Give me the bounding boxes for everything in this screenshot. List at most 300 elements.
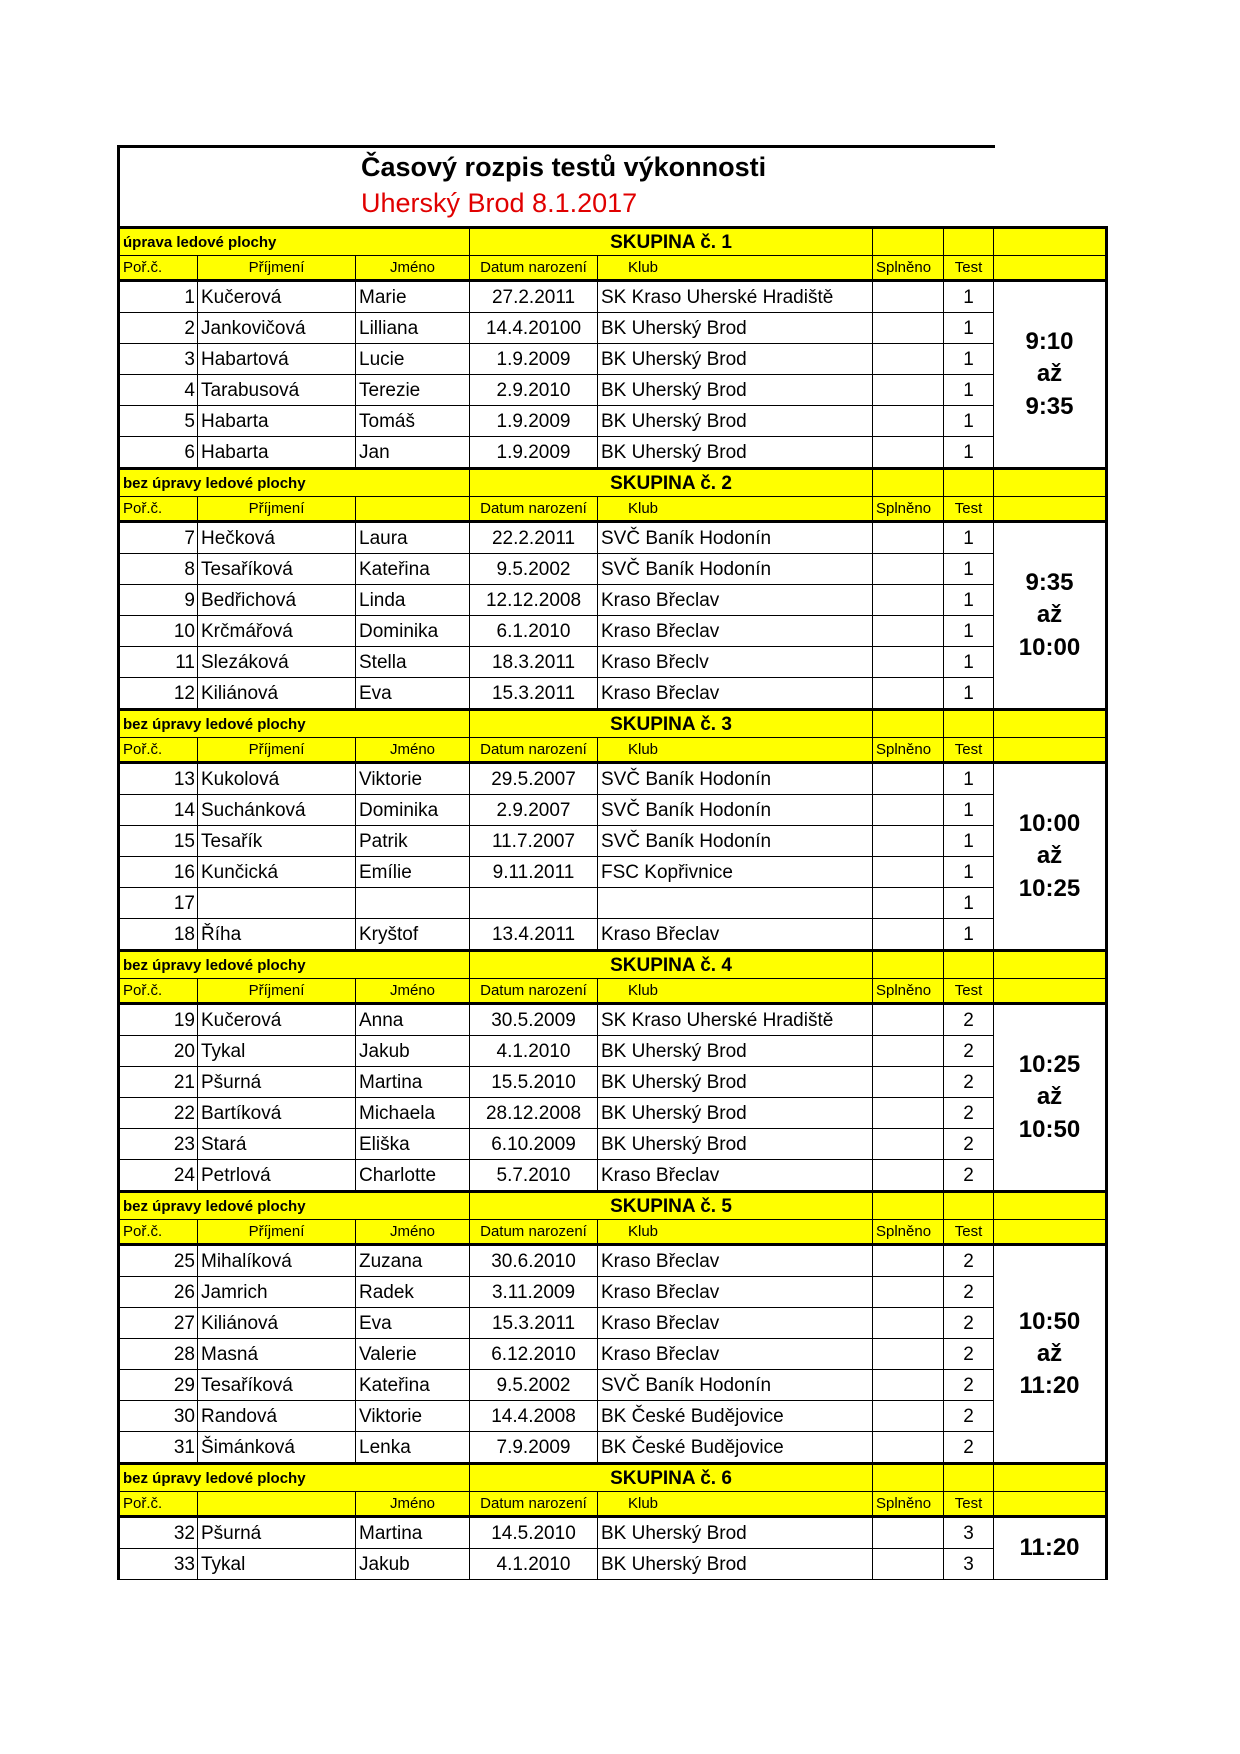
cell-club xyxy=(598,888,873,919)
col-name-header: Jméno xyxy=(356,256,470,281)
cell-club: BK Uherský Brod xyxy=(598,437,873,469)
cell-done xyxy=(873,1517,944,1549)
time-slot-line: 9:35 xyxy=(1025,392,1074,420)
cell-name: Lenka xyxy=(356,1432,470,1464)
table-row xyxy=(119,616,1107,647)
cell-surname: Bartíková xyxy=(198,1098,356,1129)
cell-surname xyxy=(198,888,356,919)
cell-name: Charlotte xyxy=(356,1160,470,1192)
col-name-header xyxy=(356,497,470,522)
cell-done xyxy=(873,1067,944,1098)
title-block xyxy=(117,145,995,226)
cell-dob: 4.1.2010 xyxy=(470,1549,598,1580)
cell-dob xyxy=(470,888,598,919)
cell-club: Kraso Břeclv xyxy=(598,647,873,678)
group-header-done-cell xyxy=(873,1464,944,1492)
cell-num: 5 xyxy=(119,406,198,437)
group-name: SKUPINA č. 2 xyxy=(470,469,873,497)
cell-done xyxy=(873,678,944,710)
cell-done xyxy=(873,857,944,888)
cell-test: 1 xyxy=(944,554,994,585)
cell-dob: 29.5.2007 xyxy=(470,763,598,795)
cell-dob: 2.9.2010 xyxy=(470,375,598,406)
cell-test: 1 xyxy=(944,375,994,406)
time-slot xyxy=(994,1004,1107,1192)
cell-club: SVČ Baník Hodonín xyxy=(598,763,873,795)
group-header-test-cell xyxy=(944,1464,994,1492)
page-title: Časový rozpis testů výkonnosti xyxy=(361,152,767,182)
cell-test: 2 xyxy=(944,1245,994,1277)
cell-test: 1 xyxy=(944,826,994,857)
cell-name: Zuzana xyxy=(356,1245,470,1277)
cell-num: 17 xyxy=(119,888,198,919)
col-surname-header: Příjmení xyxy=(198,1220,356,1245)
column-header-row xyxy=(119,979,1107,1004)
col-surname-header: Příjmení xyxy=(198,979,356,1004)
table-row xyxy=(119,678,1107,710)
table-row xyxy=(119,1098,1107,1129)
cell-test: 1 xyxy=(944,919,994,951)
column-header-row xyxy=(119,1220,1107,1245)
group-name: SKUPINA č. 6 xyxy=(470,1464,873,1492)
table-row xyxy=(119,585,1107,616)
cell-done xyxy=(873,1036,944,1067)
table-row xyxy=(119,1517,1107,1549)
group-name: SKUPINA č. 4 xyxy=(470,951,873,979)
cell-test: 1 xyxy=(944,857,994,888)
cell-num: 2 xyxy=(119,313,198,344)
cell-done xyxy=(873,281,944,313)
cell-club: BK Uherský Brod xyxy=(598,375,873,406)
cell-club: Kraso Břeclav xyxy=(598,678,873,710)
cell-num: 14 xyxy=(119,795,198,826)
cell-surname: Kučerová xyxy=(198,1004,356,1036)
col-club-header: Klub xyxy=(598,256,873,281)
cell-done xyxy=(873,406,944,437)
cell-name: Kateřina xyxy=(356,554,470,585)
table-row xyxy=(119,281,1107,313)
group-name: SKUPINA č. 1 xyxy=(470,228,873,256)
cell-done xyxy=(873,888,944,919)
cell-test: 2 xyxy=(944,1277,994,1308)
cell-name: Viktorie xyxy=(356,1401,470,1432)
col-time-header xyxy=(994,497,1107,522)
cell-name: Valerie xyxy=(356,1339,470,1370)
cell-done xyxy=(873,1308,944,1339)
time-slot xyxy=(994,281,1107,469)
table-row xyxy=(119,1004,1107,1036)
cell-surname: Šimánková xyxy=(198,1432,356,1464)
cell-num: 28 xyxy=(119,1339,198,1370)
group-header-row xyxy=(119,469,1107,497)
cell-done xyxy=(873,1339,944,1370)
col-club-header: Klub xyxy=(598,738,873,763)
time-slot-line: 11:20 xyxy=(1019,1372,1080,1400)
col-test-header: Test xyxy=(944,738,994,763)
time-slot-line: 10:25 xyxy=(1018,874,1081,902)
cell-name: Eva xyxy=(356,1308,470,1339)
cell-name: Linda xyxy=(356,585,470,616)
col-time-header xyxy=(994,1492,1107,1517)
cell-surname: Krčmářová xyxy=(198,616,356,647)
cell-done xyxy=(873,1160,944,1192)
table-row xyxy=(119,375,1107,406)
group-header-done-cell xyxy=(873,1192,944,1220)
cell-test: 2 xyxy=(944,1160,994,1192)
cell-surname: Jamrich xyxy=(198,1277,356,1308)
col-surname-header xyxy=(198,1492,356,1517)
col-done-header: Splněno xyxy=(873,979,944,1004)
cell-num: 16 xyxy=(119,857,198,888)
col-num-header: Poř.č. xyxy=(119,1220,198,1245)
group-note: bez úpravy ledové plochy xyxy=(119,1464,470,1492)
cell-num: 30 xyxy=(119,1401,198,1432)
cell-name: Michaela xyxy=(356,1098,470,1129)
time-slot-line: až xyxy=(1036,360,1063,388)
cell-done xyxy=(873,1370,944,1401)
cell-club: SK Kraso Uherské Hradiště xyxy=(598,281,873,313)
cell-done xyxy=(873,1129,944,1160)
col-num-header: Poř.č. xyxy=(119,738,198,763)
cell-done xyxy=(873,616,944,647)
col-club-header: Klub xyxy=(598,979,873,1004)
cell-test: 2 xyxy=(944,1067,994,1098)
col-name-header: Jméno xyxy=(356,738,470,763)
cell-dob: 1.9.2009 xyxy=(470,344,598,375)
table-row xyxy=(119,1129,1107,1160)
table-row xyxy=(119,1401,1107,1432)
cell-test: 1 xyxy=(944,678,994,710)
cell-club: SK Kraso Uherské Hradiště xyxy=(598,1004,873,1036)
time-slot-line: 10:00 xyxy=(1018,633,1081,661)
table-row xyxy=(119,1432,1107,1464)
cell-dob: 4.1.2010 xyxy=(470,1036,598,1067)
table-row xyxy=(119,522,1107,554)
col-club-header: Klub xyxy=(598,1492,873,1517)
group-header-time-cell xyxy=(994,469,1107,497)
cell-done xyxy=(873,1245,944,1277)
cell-test: 2 xyxy=(944,1036,994,1067)
col-dob-header: Datum narození xyxy=(470,256,598,281)
cell-surname: Masná xyxy=(198,1339,356,1370)
cell-test: 1 xyxy=(944,888,994,919)
cell-surname: Habarta xyxy=(198,406,356,437)
cell-test: 2 xyxy=(944,1004,994,1036)
cell-surname: Tesaříková xyxy=(198,554,356,585)
cell-num: 7 xyxy=(119,522,198,554)
time-slot-line: 10:50 xyxy=(1018,1115,1081,1143)
cell-surname: Kukolová xyxy=(198,763,356,795)
cell-test: 1 xyxy=(944,437,994,469)
cell-num: 29 xyxy=(119,1370,198,1401)
group-header-time-cell xyxy=(994,1192,1107,1220)
cell-name: Laura xyxy=(356,522,470,554)
cell-test: 2 xyxy=(944,1308,994,1339)
time-slot-line: až xyxy=(1036,1083,1063,1111)
group-header-time-cell xyxy=(994,710,1107,738)
cell-surname: Kiliánová xyxy=(198,1308,356,1339)
col-test-header: Test xyxy=(944,1220,994,1245)
cell-test: 2 xyxy=(944,1370,994,1401)
col-num-header: Poř.č. xyxy=(119,256,198,281)
table-row xyxy=(119,554,1107,585)
cell-done xyxy=(873,1432,944,1464)
cell-dob: 30.5.2009 xyxy=(470,1004,598,1036)
cell-surname: Hečková xyxy=(198,522,356,554)
cell-name: Marie xyxy=(356,281,470,313)
cell-done xyxy=(873,1277,944,1308)
cell-num: 32 xyxy=(119,1517,198,1549)
group-header-row xyxy=(119,228,1107,256)
cell-test: 2 xyxy=(944,1401,994,1432)
table-row xyxy=(119,1549,1107,1580)
cell-club: Kraso Břeclav xyxy=(598,1339,873,1370)
cell-club: BK České Budějovice xyxy=(598,1432,873,1464)
cell-club: SVČ Baník Hodonín xyxy=(598,795,873,826)
cell-done xyxy=(873,1549,944,1580)
col-time-header xyxy=(994,979,1107,1004)
col-test-header: Test xyxy=(944,979,994,1004)
group-header-row xyxy=(119,1464,1107,1492)
col-surname-header: Příjmení xyxy=(198,738,356,763)
group-header-done-cell xyxy=(873,951,944,979)
cell-surname: Stará xyxy=(198,1129,356,1160)
col-dob-header: Datum narození xyxy=(470,979,598,1004)
group-header-time-cell xyxy=(994,228,1107,256)
cell-test: 3 xyxy=(944,1517,994,1549)
cell-name: Kateřina xyxy=(356,1370,470,1401)
cell-num: 33 xyxy=(119,1549,198,1580)
cell-name: Martina xyxy=(356,1067,470,1098)
group-header-done-cell xyxy=(873,228,944,256)
cell-club: Kraso Břeclav xyxy=(598,1277,873,1308)
table-row xyxy=(119,437,1107,469)
cell-dob: 1.9.2009 xyxy=(470,406,598,437)
cell-dob: 2.9.2007 xyxy=(470,795,598,826)
cell-name: Dominika xyxy=(356,795,470,826)
cell-surname: Tesařík xyxy=(198,826,356,857)
schedule-table xyxy=(117,226,1108,1580)
cell-name: Anna xyxy=(356,1004,470,1036)
cell-club: Kraso Břeclav xyxy=(598,616,873,647)
group-header-done-cell xyxy=(873,710,944,738)
cell-done xyxy=(873,1004,944,1036)
cell-dob: 13.4.2011 xyxy=(470,919,598,951)
cell-club: BK Uherský Brod xyxy=(598,313,873,344)
cell-club: SVČ Baník Hodonín xyxy=(598,826,873,857)
table-row xyxy=(119,919,1107,951)
cell-num: 11 xyxy=(119,647,198,678)
time-slot xyxy=(994,1517,1107,1580)
time-slot-line: 10:00 xyxy=(1018,810,1081,838)
cell-name: Kryštof xyxy=(356,919,470,951)
cell-test: 1 xyxy=(944,313,994,344)
col-name-header: Jméno xyxy=(356,1220,470,1245)
cell-surname: Habarta xyxy=(198,437,356,469)
cell-num: 18 xyxy=(119,919,198,951)
cell-dob: 3.11.2009 xyxy=(470,1277,598,1308)
cell-name: Viktorie xyxy=(356,763,470,795)
cell-num: 10 xyxy=(119,616,198,647)
cell-name xyxy=(356,888,470,919)
cell-done xyxy=(873,1401,944,1432)
cell-name: Eva xyxy=(356,678,470,710)
cell-name: Patrik xyxy=(356,826,470,857)
table-row xyxy=(119,647,1107,678)
cell-club: BK Uherský Brod xyxy=(598,1517,873,1549)
cell-surname: Tesaříková xyxy=(198,1370,356,1401)
col-time-header xyxy=(994,738,1107,763)
cell-done xyxy=(873,344,944,375)
col-surname-header: Příjmení xyxy=(198,256,356,281)
cell-surname: Mihalíková xyxy=(198,1245,356,1277)
cell-surname: Randová xyxy=(198,1401,356,1432)
cell-club: BK Uherský Brod xyxy=(598,1129,873,1160)
cell-num: 26 xyxy=(119,1277,198,1308)
cell-dob: 14.4.20100 xyxy=(470,313,598,344)
time-slot-line: 9:35 xyxy=(1025,569,1074,597)
cell-done xyxy=(873,375,944,406)
cell-test: 2 xyxy=(944,1129,994,1160)
cell-num: 23 xyxy=(119,1129,198,1160)
group-header-time-cell xyxy=(994,1464,1107,1492)
cell-done xyxy=(873,313,944,344)
table-row xyxy=(119,406,1107,437)
col-dob-header: Datum narození xyxy=(470,1492,598,1517)
table-row xyxy=(119,313,1107,344)
cell-dob: 12.12.2008 xyxy=(470,585,598,616)
table-row xyxy=(119,888,1107,919)
cell-name: Radek xyxy=(356,1277,470,1308)
column-header-row xyxy=(119,1492,1107,1517)
time-slot-line: 10:25 xyxy=(1018,1051,1081,1079)
cell-num: 13 xyxy=(119,763,198,795)
cell-dob: 15.3.2011 xyxy=(470,1308,598,1339)
group-header-test-cell xyxy=(944,951,994,979)
cell-num: 22 xyxy=(119,1098,198,1129)
cell-dob: 15.3.2011 xyxy=(470,678,598,710)
cell-num: 20 xyxy=(119,1036,198,1067)
time-slot-line: až xyxy=(1036,601,1063,629)
cell-test: 2 xyxy=(944,1339,994,1370)
group-name: SKUPINA č. 5 xyxy=(470,1192,873,1220)
cell-num: 21 xyxy=(119,1067,198,1098)
cell-club: FSC Kopřivnice xyxy=(598,857,873,888)
cell-name: Jakub xyxy=(356,1036,470,1067)
cell-dob: 11.7.2007 xyxy=(470,826,598,857)
cell-surname: Bedřichová xyxy=(198,585,356,616)
cell-name: Lucie xyxy=(356,344,470,375)
cell-num: 4 xyxy=(119,375,198,406)
col-num-header: Poř.č. xyxy=(119,979,198,1004)
cell-test: 1 xyxy=(944,795,994,826)
cell-surname: Kučerová xyxy=(198,281,356,313)
col-dob-header: Datum narození xyxy=(470,497,598,522)
cell-dob: 14.5.2010 xyxy=(470,1517,598,1549)
cell-dob: 9.5.2002 xyxy=(470,554,598,585)
table-row xyxy=(119,1370,1107,1401)
table-row xyxy=(119,763,1107,795)
table-row xyxy=(119,1160,1107,1192)
group-header-test-cell xyxy=(944,469,994,497)
time-slot-line: 11:20 xyxy=(1019,1534,1080,1562)
cell-club: BK Uherský Brod xyxy=(598,1549,873,1580)
cell-num: 31 xyxy=(119,1432,198,1464)
cell-done xyxy=(873,919,944,951)
cell-test: 1 xyxy=(944,281,994,313)
group-note: bez úpravy ledové plochy xyxy=(119,469,470,497)
column-header-row xyxy=(119,256,1107,281)
cell-test: 1 xyxy=(944,585,994,616)
table-row xyxy=(119,1245,1107,1277)
cell-num: 1 xyxy=(119,281,198,313)
cell-club: BK České Budějovice xyxy=(598,1401,873,1432)
col-surname-header: Příjmení xyxy=(198,497,356,522)
cell-test: 1 xyxy=(944,344,994,375)
cell-dob: 9.5.2002 xyxy=(470,1370,598,1401)
col-done-header: Splněno xyxy=(873,256,944,281)
col-time-header xyxy=(994,256,1107,281)
cell-done xyxy=(873,647,944,678)
time-slot xyxy=(994,1245,1107,1464)
table-row xyxy=(119,826,1107,857)
time-slot-line: až xyxy=(1036,842,1063,870)
cell-dob: 22.2.2011 xyxy=(470,522,598,554)
cell-dob: 15.5.2010 xyxy=(470,1067,598,1098)
group-header-row xyxy=(119,710,1107,738)
cell-club: SVČ Baník Hodonín xyxy=(598,554,873,585)
cell-dob: 14.4.2008 xyxy=(470,1401,598,1432)
col-test-header: Test xyxy=(944,497,994,522)
cell-surname: Kunčická xyxy=(198,857,356,888)
cell-test: 2 xyxy=(944,1432,994,1464)
cell-name: Dominika xyxy=(356,616,470,647)
table-row xyxy=(119,795,1107,826)
cell-done xyxy=(873,522,944,554)
table-row xyxy=(119,1339,1107,1370)
cell-club: BK Uherský Brod xyxy=(598,344,873,375)
cell-club: BK Uherský Brod xyxy=(598,1036,873,1067)
col-test-header: Test xyxy=(944,256,994,281)
group-header-time-cell xyxy=(994,951,1107,979)
time-slot xyxy=(994,763,1107,951)
schedule-sheet xyxy=(117,145,1105,1580)
group-note: bez úpravy ledové plochy xyxy=(119,710,470,738)
cell-club: BK Uherský Brod xyxy=(598,406,873,437)
cell-name: Tomáš xyxy=(356,406,470,437)
cell-num: 19 xyxy=(119,1004,198,1036)
cell-num: 25 xyxy=(119,1245,198,1277)
cell-dob: 28.12.2008 xyxy=(470,1098,598,1129)
cell-test: 2 xyxy=(944,1098,994,1129)
col-club-header: Klub xyxy=(598,497,873,522)
col-done-header: Splněno xyxy=(873,1492,944,1517)
cell-done xyxy=(873,437,944,469)
cell-name: Lilliana xyxy=(356,313,470,344)
col-name-header: Jméno xyxy=(356,979,470,1004)
cell-surname: Habartová xyxy=(198,344,356,375)
cell-club: Kraso Břeclav xyxy=(598,919,873,951)
group-note: úprava ledové plochy xyxy=(119,228,470,256)
cell-surname: Jankovičová xyxy=(198,313,356,344)
time-slot-line: 9:10 xyxy=(1025,328,1074,356)
group-header-row xyxy=(119,1192,1107,1220)
cell-club: SVČ Baník Hodonín xyxy=(598,1370,873,1401)
column-header-row xyxy=(119,738,1107,763)
cell-club: SVČ Baník Hodonín xyxy=(598,522,873,554)
cell-test: 1 xyxy=(944,616,994,647)
cell-dob: 7.9.2009 xyxy=(470,1432,598,1464)
